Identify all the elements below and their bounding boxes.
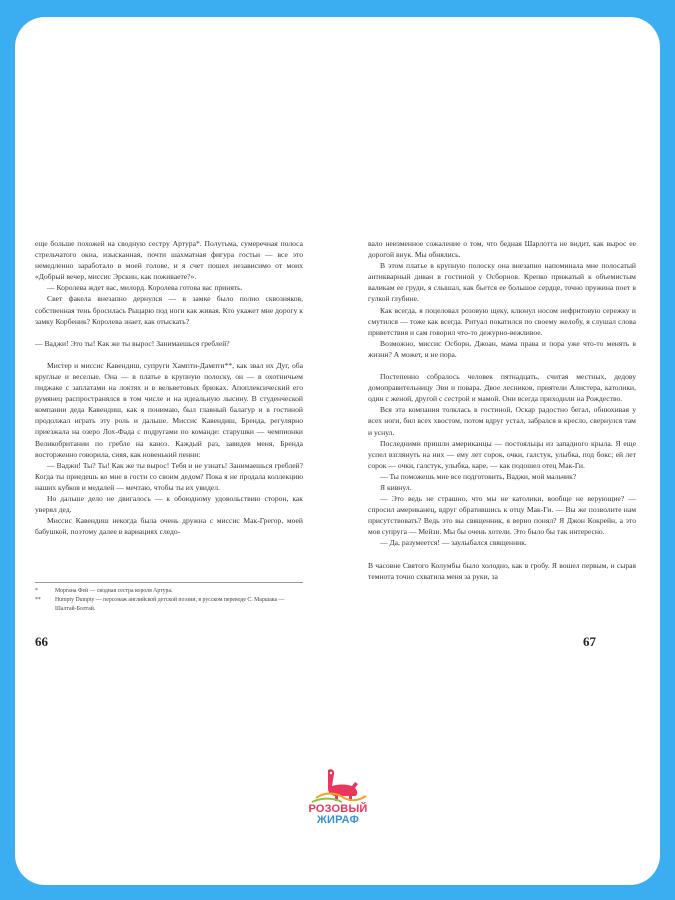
paragraph: — Ты поможешь мне все подготовить, Ваджи, мой мальчик?	[380, 471, 577, 481]
paragraph: — Да, разумеется! — заулыбался священник.	[380, 538, 527, 548]
paragraph: В этом платье в крупную полоску она внезапно напоминала мне полосатый антикварный диван в гостиной у Осборнов. Крепко прижатый к объемистым валикам ее груди, я слышал, как бьется ее большое сердце, точно пружина поет в гулкой глубине.	[368, 261, 636, 304]
right-page-text	[368, 238, 636, 582]
paragraph: Постепенно собралось человек пятнадцать, считая местных, дедову домоправительницу Эви и повара. Двое лесников, приятели Алистера, католики, один с женой, другой с сестрой и мамой. Они всегда приходили на Рождество.	[368, 372, 636, 404]
giraffe-icon	[308, 768, 368, 804]
paragraph: еще больше похожей на сводную сестру Артура*. Полутьма, сумеречная полоса стрельчатого окна, изысканная, почти шахматная фигура гостьи — все это немедленно заработало в моей голове, и я счет пошел независимо от моих «Добрый вечер, миссис Эрскин, как поживаете?».	[35, 239, 303, 282]
footnote	[35, 596, 303, 614]
footnote-text: Humpty Dumpty — персонаж английской детской поэзии, в русском переводе С. Маршака — Шалтай-Болтай.	[55, 597, 285, 612]
paragraph: В часовне Святого Колумбы было холодно, как в гробу. Я вошел первым, и сырая темнота точно схватила меня за руки, за	[368, 560, 636, 581]
logo-text-line2: ЖИРАФ	[316, 814, 360, 826]
paragraph: Но дальше дело не двигалось — к обоюдному удовольствию сторон, как уверял дед.	[35, 493, 303, 515]
logo-text-line1: РОЗОВЫЙ	[308, 803, 368, 815]
paragraph: — Ваджи! Ты? Ты! Как же ты вырос! Тебя и не узнать! Занимаешься греблей? Когда ты приедешь ко мне в гости со своим дедом? Пока я не продала коллекцию наших кубков и медалей — мечтаю, чтобы ты их увидел.	[35, 460, 303, 492]
page-number-right: 67	[583, 634, 596, 649]
publisher-logo	[300, 768, 376, 826]
paragraph: Свет факела внезапно дернулся — в замке было полно сквозняков, собственная тень бросилась Рыцарю под ноги как живая. Кто укажет мне дорогу к замку Корбеник? Королева знает, как отыскать?	[35, 294, 303, 326]
paragraph: Как всегда, я поцеловал розовую щеку, клюнул носом нефритовую сережку и смутился — тоже как всегда. Ритуал покатился по своему желобу, я слушал слова приветствия и сам говорил что-то дежурно-вежливое.	[368, 305, 636, 337]
footnote	[35, 587, 303, 596]
footnote-mark: **	[35, 597, 41, 603]
paragraph: вало неизменное сожаление о том, что бедная Шарлотта не видит, как вырос ее дорогой внук. Мы обнялись.	[368, 239, 636, 260]
giraffe-eye	[330, 772, 332, 774]
paragraph: — Королева ждет вас, милорд. Королева готова вас принять.	[47, 283, 243, 293]
paragraph: — Это ведь не страшно, что мы не католики, вообще не верующие? — спросил американец, вдруг обратившись к отцу Мак-Ги. — Вы же позволите нам присутствовать? Ведь это вы священник, я верно понял? Я Джон Кокрейн, а это моя супруга — Мейзи. Мы бы очень хотели. Это было бы так интересно.	[368, 494, 636, 537]
paragraph: — Ваджи! Это ты! Как же ты вырос! Занимаешься греблей?	[35, 338, 230, 348]
footnote-text: Моргана Фей — сводная сестра короля Артура.	[55, 588, 173, 594]
paragraph: Миссис Кавендиш некогда была очень дружна с миссис Мак-Грегор, моей бабушкой, поэтому далее в вариациях следо-	[35, 516, 303, 537]
paragraph: Я кивнул.	[380, 482, 412, 492]
footnote-mark: *	[35, 588, 38, 594]
paragraph: Мистер и миссис Кавендиш, супруги Хампти-Дампти**, как звал их Дуг, оба круглые и веселые. Она — в платье в крупную полоску, он — в охотничьем пиджаке с заплатами на локтях и в вельветовых брюках. Апоплексический его румянец распространялся в том числе и на идеальную лысину. В студенческой компании деда Кавендиш, как я понимаю, был главный балагур и в гостиной продолжал играть эту роль и дальше. Миссис Кавендиш, Бренда, регулярно приезжала на озеро Лох-Фада с подругами по команде: старушки — чемпионки Великобритании по гребле на каноэ. Каждый раз, завидев меня, Бренда восторженно говорила, сияя, как новенький пенни:	[35, 360, 303, 459]
paragraph: Возможно, миссис Осборн, Джоан, мама права и пора уже что-то менять в жизни? А может, и не пора.	[368, 338, 636, 359]
page-number-left: 66	[35, 634, 48, 649]
paragraph: Последними пришли американцы — постояльцы из западного крыла. Я еще успел взглянуть на них — ему лет сорок, очки, галстук, улыбка, под бокс; ей лет сорок — очки, галстук, улыбка, каре, — как подошел отец Мак-Ги.	[368, 438, 636, 470]
footnotes	[35, 582, 303, 614]
left-page-text	[35, 238, 303, 537]
paragraph: Вся эта компания толклась в гостиной, Оскар радостно бегал, обнюхивая у всех ноги, бил всех хвостом, потом вдруг устал, забрался в кресло, свернулся там и уснул.	[368, 405, 636, 437]
